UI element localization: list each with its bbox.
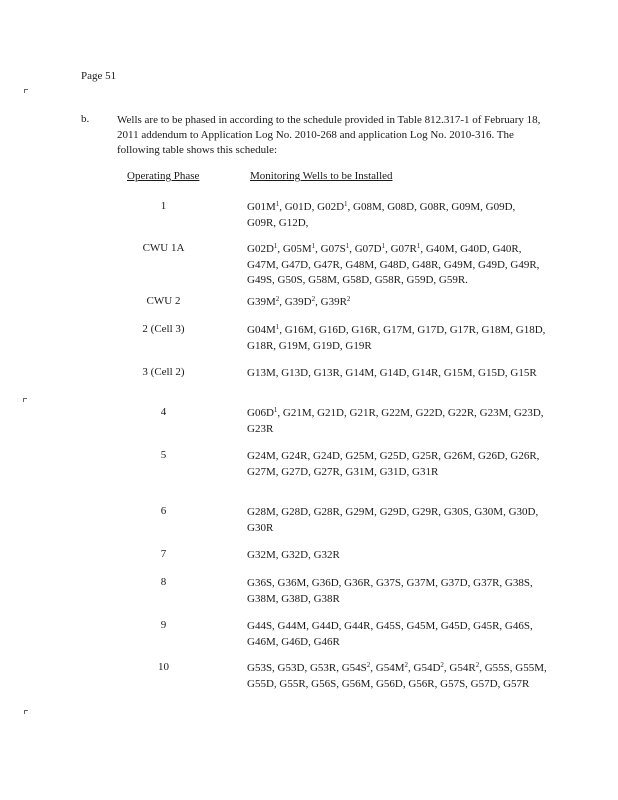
page-number-header: Page 51 xyxy=(81,70,117,82)
operating-phase-cell: 3 (Cell 2) xyxy=(142,366,185,378)
monitoring-wells-cell: G24M, G24R, G24D, G25M, G25D, G25R, G26M, G26D, G26R, G27M, G27D, G27R, G31M, G31D, G31R xyxy=(247,450,540,478)
monitoring-wells-cell: G32M, G32D, G32R xyxy=(247,549,340,561)
operating-phase-cell: 5 xyxy=(160,449,167,461)
operating-phase-cell: 2 (Cell 3) xyxy=(142,323,185,335)
monitoring-wells-cell: G28M, G28D, G28R, G29M, G29D, G29R, G30S, G30M, G30D, G30R xyxy=(247,506,539,534)
paragraph-text: Wells are to be phased in according to the schedule provided in Table 812.317-1 of February 18, 2011 addendum to Application Log No. 2010-268 and application Log No. 2010-316. The following table shows this schedule: xyxy=(117,114,541,156)
scan-artifact xyxy=(23,398,27,402)
monitoring-wells-cell: $G06D^1$, G21M, G21D, G21R, G22M, G22D, G22R, G23M, G23D, G23R xyxy=(247,406,544,435)
monitoring-wells-cell: G44S, G44M, G44D, G44R, G45S, G45M, G45D, G45R, G46S, G46M, G46D, G46R xyxy=(247,620,533,648)
monitoring-wells-cell: $G02D^1$, $G05M^1$, $G07S^1$, $G07D^1$, $G07R^1$, G40M, G40D, G40R, G47M, G47D, G47R, G48M, G48D, G48R, G49M, G49D, G49R, G49S, G50S, G58M, G58D, G58R, G59D, G59R. xyxy=(247,242,540,286)
operating-phase-cell: CWU 2 xyxy=(146,295,181,307)
operating-phase-cell: 6 xyxy=(160,505,167,517)
operating-phase-cell: 8 xyxy=(160,576,167,588)
operating-phase-cell: 9 xyxy=(160,619,167,631)
operating-phase-cell: 4 xyxy=(160,406,167,418)
monitoring-wells-cell: G53S, G53D, G53R, $G54S^2$, $G54M^2$, $G54D^2$, $G54R^2$, G55S, G55M, G55D, G55R, G56S, G56M, G56D, G56R, G57S, G57D, G57R xyxy=(247,661,547,690)
operating-phase-cell: 1 xyxy=(160,200,167,212)
operating-phase-cell: CWU 1A xyxy=(142,242,185,254)
monitoring-wells-cell: G13M, G13D, G13R, G14M, G14D, G14R, G15M, G15D, G15R xyxy=(247,367,537,379)
paragraph-label: b. xyxy=(81,113,90,125)
monitoring-wells-cell: G36S, G36M, G36D, G36R, G37S, G37M, G37D, G37R, G38S, G38M, G38D, G38R xyxy=(247,577,533,605)
header-operating-phase: Operating Phase xyxy=(127,170,200,182)
scan-artifact xyxy=(24,89,28,93)
scan-artifact xyxy=(24,710,28,714)
monitoring-wells-cell: $G04M^1$, G16M, G16D, G16R, G17M, G17D, G17R, G18M, G18D, G18R, G19M, G19D, G19R xyxy=(247,323,546,352)
operating-phase-cell: 7 xyxy=(160,548,167,560)
monitoring-wells-cell: $G01M^1$, G01D, $G02D^1$, G08M, G08D, G08R, G09M, G09D, G09R, G12D, xyxy=(247,200,516,229)
operating-phase-cell: 10 xyxy=(158,661,169,673)
monitoring-wells-cell: $G39M^2$, $G39D^2$, $G39R^2$ xyxy=(247,295,351,308)
header-monitoring-wells: Monitoring Wells to be Installed xyxy=(250,170,393,182)
